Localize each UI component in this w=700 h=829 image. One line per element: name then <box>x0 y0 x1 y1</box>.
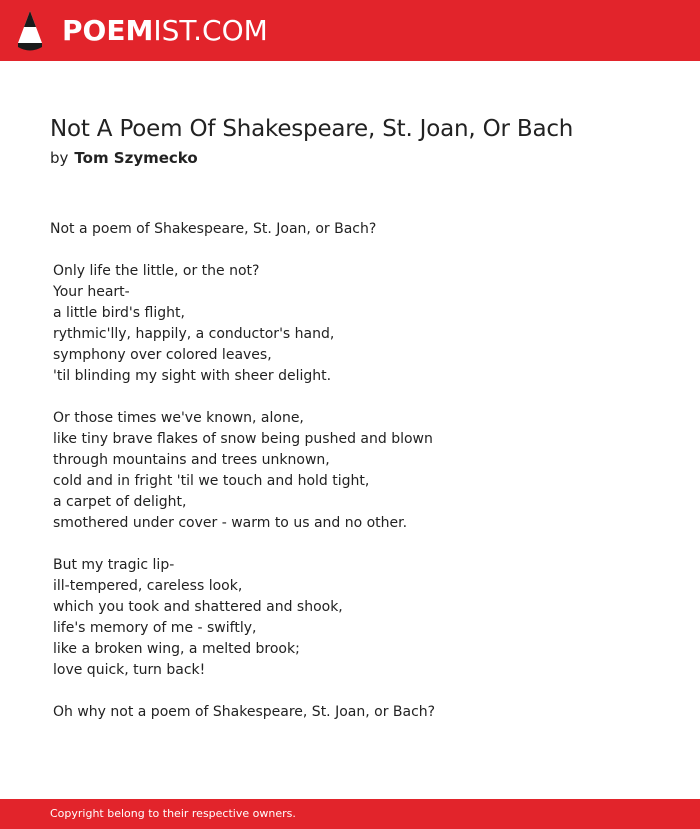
stanza-break <box>50 681 670 702</box>
poem-line: cold and in fright 'til we touch and hold tight, <box>53 473 370 489</box>
poem-line: ill-tempered, careless look, <box>53 578 243 594</box>
byline <box>50 149 198 167</box>
by-label: by <box>50 149 69 167</box>
poem-line: a carpet of delight, <box>53 494 187 510</box>
poem-line: life's memory of me - swiftly, <box>53 620 257 636</box>
poem-line: a little bird's flight, <box>53 305 185 321</box>
poem-line: smothered under cover - warm to us and no other. <box>53 515 408 531</box>
poem-line: Or those times we've known, alone, <box>53 410 304 426</box>
stanza-break <box>50 387 670 408</box>
poem-body <box>50 219 670 723</box>
poem-line: love quick, turn back! <box>53 662 206 678</box>
poem-line: Not a poem of Shakespeare, St. Joan, or Bach? <box>50 221 377 237</box>
poem-line: through mountains and trees unknown, <box>53 452 330 468</box>
poem-line: Your heart- <box>53 284 130 300</box>
poem-line: rythmic'lly, happily, a conductor's hand, <box>53 326 335 342</box>
brand-bold: POEM <box>62 14 154 47</box>
site-logo-text[interactable] <box>62 14 268 48</box>
poem-line: 'til blinding my sight with sheer delight. <box>53 368 332 384</box>
poem-line: symphony over colored leaves, <box>53 347 272 363</box>
poem-line: But my tragic lip- <box>53 557 175 573</box>
poem-line: Oh why not a poem of Shakespeare, St. Joan, or Bach? <box>53 704 436 720</box>
site-header <box>0 0 700 61</box>
brand-light: IST.COM <box>153 14 268 47</box>
site-footer <box>0 799 700 829</box>
poem-line: like a broken wing, a melted brook; <box>53 641 300 657</box>
stanza-break <box>50 534 670 555</box>
poem-line: Only life the little, or the not? <box>53 263 260 279</box>
pencil-tip-icon[interactable] <box>17 10 43 52</box>
poem-line: which you took and shattered and shook, <box>53 599 343 615</box>
author-name: Tom Szymecko <box>74 149 198 167</box>
poem-line: like tiny brave flakes of snow being pushed and blown <box>53 431 433 447</box>
copyright-text: Copyright belong to their respective owners. <box>50 807 296 820</box>
poem-title: Not A Poem Of Shakespeare, St. Joan, Or Bach <box>50 116 574 142</box>
stanza-break <box>50 240 670 261</box>
